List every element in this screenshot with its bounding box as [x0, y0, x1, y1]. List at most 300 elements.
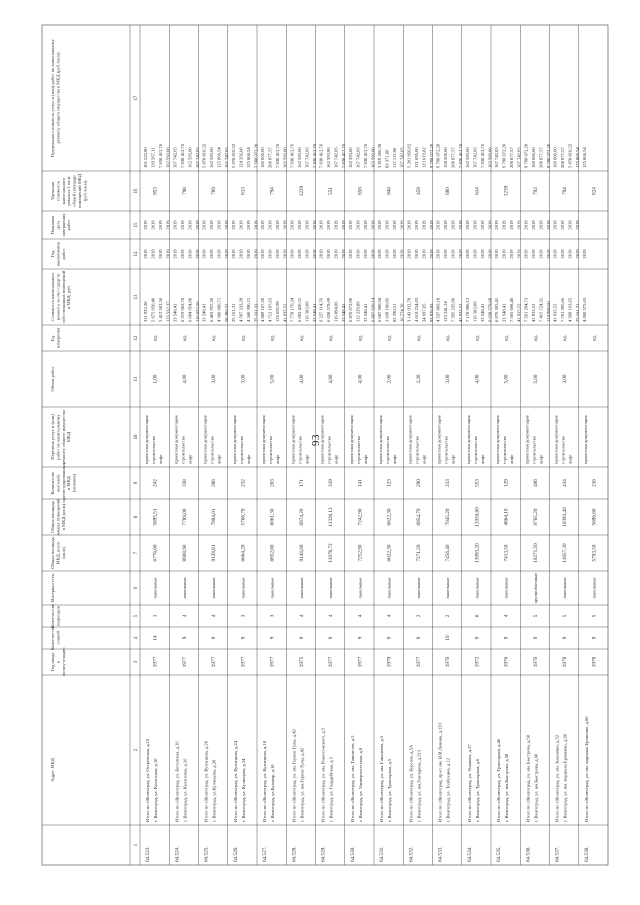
capital-repair-table [34, 19, 616, 871]
total-area: 7456,40 [445, 544, 452, 562]
completion-year: 2019 [201, 220, 207, 230]
column-number: 6 [134, 586, 139, 590]
header-4: Коли-чествоподъездов [50, 603, 61, 629]
unit: ед. [532, 334, 539, 342]
column-number: 16 [134, 188, 139, 194]
address-total: Итого по г.Волгоград, ул. Кузнецова, д.24 [232, 741, 238, 822]
entrances: 6 [474, 614, 481, 618]
work-year: 2019 [435, 249, 441, 259]
limit-cost: 162 593,00 [296, 147, 302, 168]
specific-cost: 789 [211, 187, 218, 195]
entrances: 4 [298, 614, 305, 618]
work-year: 2019 [224, 249, 229, 259]
living-area: 4864,10 [503, 508, 510, 526]
repair-cost: 4 619 254,03 [413, 297, 419, 322]
work-item: лифт [333, 454, 339, 464]
wall-material: панельные [591, 577, 597, 599]
work-volume: 1,00 [152, 374, 159, 384]
column-number: 5 [134, 614, 139, 618]
repair-cost: 4 537 869,18 [435, 297, 441, 322]
year-built: 1977 [152, 656, 159, 668]
completion-year: 2019 [150, 220, 156, 230]
limit-cost: 124 356,00 [238, 147, 244, 168]
work-year: 2019 [260, 249, 265, 259]
limit-cost: 125 806,54 [216, 147, 222, 168]
column-number: 2 [134, 748, 139, 752]
repair-cost: 4 560 390,21 [245, 297, 251, 322]
repair-cost: 112 229,89 [355, 301, 361, 322]
completion-year: 2019 [428, 220, 434, 230]
living-area: 7242,90 [357, 508, 364, 526]
work-item: строительство [326, 435, 332, 464]
limit-cost: 125 806,54 [575, 147, 580, 168]
floors: 9 [532, 636, 539, 640]
row-number: 64.531. [379, 846, 385, 862]
address: г. Волгоград, ул. Университетская, д.8 [357, 747, 363, 822]
limit-cost: 208 877,57 [538, 147, 544, 168]
repair-cost: 41 935,52 [458, 303, 463, 322]
work-item: проектная документация [378, 415, 383, 464]
table-row [436, 143, 465, 862]
limit-cost: 162 593,00 [326, 147, 331, 168]
table-row [582, 147, 598, 862]
work-item: проектная документация [319, 415, 325, 464]
unit: ед. [562, 334, 569, 342]
completion-year: 2019 [230, 220, 236, 230]
limit-cost: 5 878 810,32 [567, 143, 573, 168]
address: г. Волгоград, ул. им.Героев Тулы, д.42 [299, 747, 305, 822]
address: г. Волгоград, ул. Колхозная, д.16 [182, 758, 188, 822]
limit-cost: 167 742,05 [194, 147, 200, 168]
work-year: 2019 [172, 249, 178, 259]
work-year: 2019 [530, 249, 536, 259]
wall-material: панельные [562, 577, 568, 599]
repair-cost: 3 143 932,78 [406, 297, 412, 322]
repair-cost: 33 548,41 [341, 303, 346, 322]
completion-year: 2019 [216, 220, 222, 230]
total-area: 6664,20 [240, 544, 247, 562]
limit-cost: 162 593,00 [464, 147, 470, 168]
repair-cost: 7 561 294,73 [523, 297, 529, 322]
limit-cost: 167 742,05 [172, 147, 178, 168]
work-item: строительство [209, 435, 215, 464]
limit-cost: 162 593,00 [165, 147, 171, 168]
header-7: Общая площадьжилых помещенийв МКД (кв.м) [50, 498, 66, 536]
limit-cost: 125 806,54 [581, 147, 587, 168]
unit: ед. [386, 334, 393, 342]
limit-cost: 5 878 810,32 [201, 143, 207, 168]
repair-cost: 4 712 197,03 [267, 297, 273, 322]
year-built: 1978 [562, 656, 569, 668]
header-5: Материал стен [50, 573, 55, 603]
entrances: 5 [591, 614, 598, 618]
limit-cost: 139 567,11 [150, 147, 156, 168]
repair-cost: 41 935,52 [282, 303, 288, 322]
row-number: 64.536. [525, 846, 532, 862]
work-year: 2019 [399, 249, 405, 259]
address-total: Итого по г.Волгоград, ул. им. Танкистов, д.5 [349, 735, 355, 822]
repair-cost: 25 161,31 [575, 303, 580, 322]
specific-cost: 798 [181, 187, 188, 195]
row-number: 64.528. [291, 846, 298, 862]
repair-cost: 5 675 050,40 [150, 297, 156, 322]
completion-year: 2019 [267, 220, 273, 230]
address: г. Волгоград, ул.Кузнецова, д.20 [211, 759, 217, 822]
total-area: 13093,20 [474, 543, 481, 563]
year-built: 1977 [328, 656, 335, 668]
row-number: 64.529. [320, 846, 327, 862]
work-year: 2019 [238, 249, 244, 259]
wall-material: крупноблочные [532, 572, 538, 604]
residents: 123 [386, 479, 393, 487]
completion-year: 2019 [384, 220, 390, 230]
unit: ед. [357, 334, 364, 342]
limit-cost: 7 838 412,76 [341, 143, 346, 168]
limit-cost: 208 877,57 [450, 147, 456, 168]
work-volume: 3,00 [240, 374, 247, 384]
floors: 9 [415, 636, 422, 640]
work-volume: 3,00 [562, 374, 569, 384]
completion-year: 2019 [296, 220, 302, 230]
limit-cost: 160 000,00 [552, 147, 558, 168]
address-total: Итого по г.Волгоград, ул. им. Землячки, д.52 [554, 734, 560, 822]
work-item: проектная документация [231, 415, 237, 464]
unit: ед. [503, 334, 510, 342]
row-number: 64.524. [174, 846, 181, 862]
work-item: проектная документация [436, 415, 442, 464]
address: г. Волгоград, ул. Кузнецова, д.24 [240, 758, 246, 822]
work-item: строительство [472, 435, 478, 464]
work-year: 2019 [538, 249, 544, 259]
work-item: строительство [151, 435, 156, 464]
unit: ед. [152, 334, 159, 342]
completion-year: 2019 [392, 220, 397, 230]
unit: ед. [445, 334, 452, 342]
completion-year: 2019 [413, 220, 419, 230]
limit-cost: 5 201 856,02 [406, 143, 412, 168]
work-year: 2019 [318, 249, 324, 259]
specific-cost: 794 [562, 187, 569, 195]
header-10: Объем работ [50, 366, 55, 392]
completion-year: 2019 [435, 220, 441, 230]
living-area: 12030,60 [474, 507, 481, 527]
limit-cost: 83 371,00 [384, 149, 390, 168]
work-year: 2019 [304, 249, 310, 259]
total-area: 11978,72 [328, 543, 335, 563]
repair-cost: 116 583,09 [472, 301, 478, 322]
completion-year: 2019 [238, 220, 244, 230]
column-number: 4 [134, 636, 139, 640]
table-row [319, 143, 348, 862]
address: г. Волгоград, ул. Тракторная, д.5 [387, 758, 392, 822]
residents: 216 [591, 479, 598, 487]
completion-year: 2019 [370, 220, 376, 230]
address-total: Итого по г.Волгоград, ул. Тракторная, д.46 [496, 738, 501, 822]
limit-cost: 7 838 412,76 [318, 143, 324, 168]
completion-year: 2019 [494, 220, 499, 230]
limit-cost: 162 593,00 [282, 147, 288, 168]
work-volume: 4,00 [298, 374, 305, 384]
work-item: проектная документация [202, 415, 208, 464]
entrances: 4 [386, 614, 393, 618]
completion-year: 2019 [253, 220, 259, 230]
floors: 9 [298, 636, 305, 640]
work-year: 2019 [560, 249, 565, 259]
wall-material: панельные [240, 577, 246, 599]
work-item: лифт [216, 454, 222, 464]
limit-cost: 9 798 072,20 [523, 143, 529, 168]
living-area: 7045,20 [445, 508, 452, 526]
repair-cost: 3 039 100,85 [384, 297, 390, 322]
completion-year: 2019 [318, 220, 324, 230]
header-8: Количествожителей,зарегистрированныхв МКД(человек) [50, 462, 77, 504]
wall-material: панельные [328, 577, 334, 599]
work-volume: 3,00 [211, 374, 218, 384]
year-built: 1979 [386, 656, 393, 668]
column-number: 15 [134, 222, 139, 228]
completion-year: 2019 [194, 220, 200, 230]
unit: ед. [328, 334, 335, 342]
work-year: 2019 [406, 249, 412, 259]
table-row [348, 143, 377, 862]
completion-year: 2019 [450, 220, 456, 230]
residents: 553 [474, 479, 481, 487]
work-year: 2019 [150, 249, 156, 259]
completion-year: 2019 [289, 220, 295, 230]
limit-cost: 208 877,57 [267, 147, 273, 168]
completion-year: 2019 [399, 220, 405, 230]
floors: 9 [328, 636, 335, 640]
row-number: 64.523. [145, 846, 151, 862]
specific-cost: 953 [152, 187, 159, 195]
living-area: 10393,40 [562, 507, 569, 527]
wall-material: панельные [357, 577, 363, 599]
limit-cost: 167 742,05 [333, 147, 339, 168]
work-item: строительство [355, 435, 361, 464]
work-item: проектная документация [495, 415, 500, 464]
work-year: 2019 [428, 249, 434, 259]
work-year: 2019 [545, 249, 551, 259]
year-built: 1976 [503, 656, 510, 668]
residents: 171 [298, 479, 305, 487]
address-total: Итого по г.Волгоград, ул. им. Героев Тулы, д.42 [291, 729, 297, 822]
living-area: 6954,70 [415, 508, 422, 526]
row-number: 64.526. [232, 846, 239, 862]
completion-year: 2019 [311, 220, 317, 230]
total-area: 7252,90 [357, 544, 364, 562]
living-area: 6061,30 [269, 508, 276, 526]
work-year: 2019 [267, 249, 273, 259]
address-total: Итого по г.Волгоград, ул. им. Гамалеева, д.5 [379, 735, 384, 822]
limit-cost: 160 000,00 [260, 147, 265, 168]
address: г. Волгоград, ул. Гвардейская, д.5 [328, 757, 334, 822]
address: г. Волгоград, ул. им.Быстрова, д.60 [533, 753, 539, 822]
entrances: 2 [445, 614, 452, 618]
limit-cost: 7 838 412,76 [158, 143, 163, 168]
limit-cost: 167 742,05 [516, 147, 522, 168]
completion-year: 2019 [406, 220, 412, 230]
work-year: 2019 [165, 249, 171, 259]
limit-cost: 9 798 072,20 [501, 143, 507, 168]
work-volume: 5,00 [532, 374, 539, 384]
row-number: 64.537. [554, 846, 561, 862]
floors: 9 [474, 636, 481, 640]
column-number: 1 [134, 843, 139, 847]
row-number: 64.532. [408, 846, 415, 862]
work-year: 2019 [450, 249, 456, 259]
floors: 9 [211, 636, 218, 640]
work-year: 2019 [384, 249, 390, 259]
repair-cost: 6 002 420,31 [296, 297, 302, 322]
completion-year: 2019 [275, 220, 280, 230]
work-volume: 4,00 [357, 374, 364, 384]
completion-year: 2019 [377, 220, 382, 230]
entrances: 5 [532, 614, 539, 618]
work-item: проектная документация [465, 415, 471, 464]
limit-cost: 7 838 412,76 [179, 143, 185, 168]
completion-year: 2019 [567, 220, 573, 230]
work-item: строительство [560, 435, 566, 464]
completion-year: 2019 [472, 220, 478, 230]
residents: 263 [269, 479, 276, 487]
total-area: 10271,50 [532, 543, 539, 563]
completion-year: 2019 [487, 220, 493, 230]
limit-cost: 101 522,80 [143, 147, 148, 168]
unit: ед. [415, 334, 422, 342]
work-year: 2019 [341, 249, 346, 259]
work-year: 2019 [421, 249, 427, 259]
completion-year: 2019 [501, 220, 507, 230]
work-year: 2019 [494, 249, 499, 259]
row-number: 64.525. [203, 846, 210, 862]
work-year: 2019 [362, 249, 368, 259]
completion-year: 2019 [355, 220, 361, 230]
work-year: 2019 [143, 249, 148, 259]
header-2: Год вводавэксплу-атацию [50, 647, 66, 677]
completion-year: 2019 [516, 220, 522, 230]
repair-cost: 126 692,99 [275, 301, 280, 322]
limit-cost: 158 500,00 [443, 147, 448, 168]
table-row [143, 143, 172, 862]
work-item: проектная документация [553, 415, 559, 464]
specific-cost: 614 [474, 187, 481, 195]
header-3: Коли-чествоэтажей [50, 625, 61, 651]
limit-cost: 167 742,05 [355, 147, 361, 168]
work-volume: 3,00 [445, 374, 452, 384]
column-number: 12 [134, 335, 139, 341]
year-built: 1975 [298, 656, 305, 668]
column-number: 14 [134, 251, 139, 257]
floors: 9 [591, 636, 598, 640]
limit-cost: 9 798 072,20 [428, 143, 434, 168]
column-number: 11 [134, 376, 139, 382]
residents: 434 [562, 479, 569, 487]
unit: ед. [474, 334, 481, 342]
residents: 129 [503, 479, 510, 487]
repair-cost: 33 548,41 [501, 303, 507, 322]
repair-cost: 4 889 107,20 [260, 297, 265, 322]
repair-cost: 33 548,41 [362, 303, 368, 322]
entrances: 4 [211, 614, 218, 618]
address: г. Волгоград, ул. им.Гончарова, д.213 [416, 749, 422, 822]
work-item: проектная документация [582, 415, 588, 464]
repair-cost: 7 395 235,96 [450, 297, 456, 322]
table-row [494, 143, 523, 862]
specific-cost: 858 [357, 187, 364, 195]
residents: 338 [181, 479, 188, 487]
work-item: проектная документация [144, 415, 149, 464]
limit-cost: 162 593,00 [487, 147, 493, 168]
work-year: 2019 [377, 249, 382, 259]
completion-year: 2019 [172, 220, 178, 230]
address-total: Итого по г.Волгоград, ул. им. Быстрова, д.58 [525, 735, 531, 822]
completion-year: 2019 [224, 220, 229, 230]
work-volume: 5,00 [269, 374, 276, 384]
limit-cost: 162 593,00 [370, 147, 376, 168]
address: г. Волгоград, ул. Колхозная, д.10 [153, 758, 158, 822]
residents: 406 [532, 479, 539, 487]
total-area: 6776,60 [152, 544, 159, 562]
living-area: 6622,30 [386, 508, 393, 526]
wall-material: панельные [181, 577, 187, 599]
completion-year: 2019 [326, 220, 331, 230]
limit-cost: 123 019,82 [421, 147, 427, 168]
work-year: 2019 [347, 249, 353, 259]
limit-cost: 113 113,00 [392, 147, 397, 168]
row-number: 64.527. [262, 846, 268, 862]
work-item: проектная документация [524, 415, 530, 464]
repair-cost: 41 935,52 [552, 303, 558, 322]
limit-cost: 7 598 072,20 [253, 143, 259, 168]
address-total: Итого по г.Волгоград, ул. Ушакова, д.37 [466, 744, 472, 822]
work-year: 2019 [245, 249, 251, 259]
work-year: 2019 [296, 249, 302, 259]
work-year: 2019 [253, 249, 259, 259]
wall-material: панельные [415, 577, 421, 599]
table-row [231, 143, 260, 862]
total-area: 7271,20 [415, 544, 422, 562]
completion-year: 2019 [187, 220, 193, 230]
limit-cost: 7 838 412,76 [311, 143, 317, 168]
repair-cost: 6 028 579,69 [326, 297, 331, 322]
work-item: проектная документация [173, 415, 179, 464]
living-area: 5696,60 [591, 508, 598, 526]
limit-cost: 5 878 810,32 [230, 143, 236, 168]
work-year: 2019 [501, 249, 507, 259]
specific-cost: 551 [328, 187, 335, 195]
table-row [172, 143, 201, 862]
header-6: Общая площадьМКД, всего(кв.м) [50, 537, 66, 569]
page-number: 93 [310, 434, 322, 446]
limit-cost: 7 838 412,76 [362, 143, 368, 168]
residents: 141 [357, 479, 364, 487]
work-year: 2019 [523, 249, 529, 259]
unit: ед. [240, 334, 247, 342]
work-volume: 2,20 [415, 374, 422, 384]
repair-cost: 25 161,31 [230, 303, 236, 322]
work-year: 2019 [458, 249, 463, 259]
address-total: Итого по г.Волгоград, ул. Богунская, д.16 [174, 741, 180, 822]
limit-cost: 208 877,57 [560, 147, 565, 168]
completion-year: 2019 [443, 220, 448, 230]
completion-year: 2019 [421, 220, 427, 230]
living-area: 7904,01 [211, 508, 218, 526]
living-area: 11326,12 [328, 507, 335, 527]
work-year: 2019 [443, 249, 448, 259]
table-row [260, 143, 289, 862]
header-12: Стоимость капитальногоремонта за счет средствсобственников помещенийв МКД, руб. [50, 270, 72, 324]
repair-cost: 82 290,51 [392, 303, 397, 322]
